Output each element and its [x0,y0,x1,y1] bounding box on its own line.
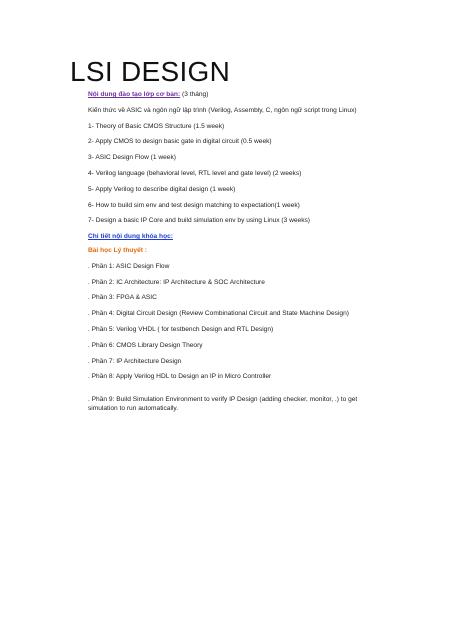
lesson-5: . Phần 5: Verilog VHDL ( for testbench Design and RTL Design) [88,325,274,333]
training-item-7: 7- Design a basic IP Core and build simulation env by using Linux (3 weeks) [88,217,310,225]
lesson-7: . Phần 7: IP Architecture Design [88,357,182,365]
lesson-3: . Phần 3: FPGA & ASIC [88,294,157,302]
training-duration: (3 tháng) [180,91,209,98]
training-item-4: 4- Verilog language (behavioral level, RTL level and gate level) (2 weeks) [88,169,302,177]
training-heading: Nội dung đào tạo lớp cơ bản: [88,91,181,98]
training-item-1: 1- Theory of Basic CMOS Structure (1.5 week) [88,122,225,130]
details-heading: Chi tiết nội dung khóa học: [88,233,173,241]
lesson-2: . Phần 2: IC Architecture: IP Architecture & SOC Architecture [88,278,265,286]
training-item-3: 3- ASIC Design Flow (1 week) [88,154,176,162]
training-item-2: 2- Apply CMOS to design basic gate in digital circuit (0.5 week) [88,138,272,146]
lesson-6: . Phần 6: CMOS Library Design Theory [88,341,203,349]
lesson-8: . Phần 8: Apply Verilog HDL to Design an IP in Micro Controller [88,373,272,381]
lesson-4: . Phần 4: Digital Circuit Design (Review Combinational Circuit and State Machine Design) [88,310,349,318]
document-body [88,90,388,419]
knowledge-line: Kiến thức về ASIC và ngôn ngữ lập trình (Verilog, Assembly, C, ngôn ngữ script trong Linux) [88,106,357,114]
training-item-5: 5- Apply Verilog to describe digital design (1 week) [88,185,236,193]
page-title: LSI DESIGN [70,56,231,87]
training-item-6: 6- How to build sim env and test design matching to expectation(1 week) [88,201,300,209]
training-heading-line [88,90,388,99]
lesson-9: . Phần 9: Build Simulation Environment to verify IP Design (adding checker, monitor, .) to get simulation to run automatically. [88,395,358,412]
theory-heading: Bài học Lý thuyết : [88,246,147,254]
lesson-1: . Phần 1: ASIC Design Flow [88,262,170,270]
